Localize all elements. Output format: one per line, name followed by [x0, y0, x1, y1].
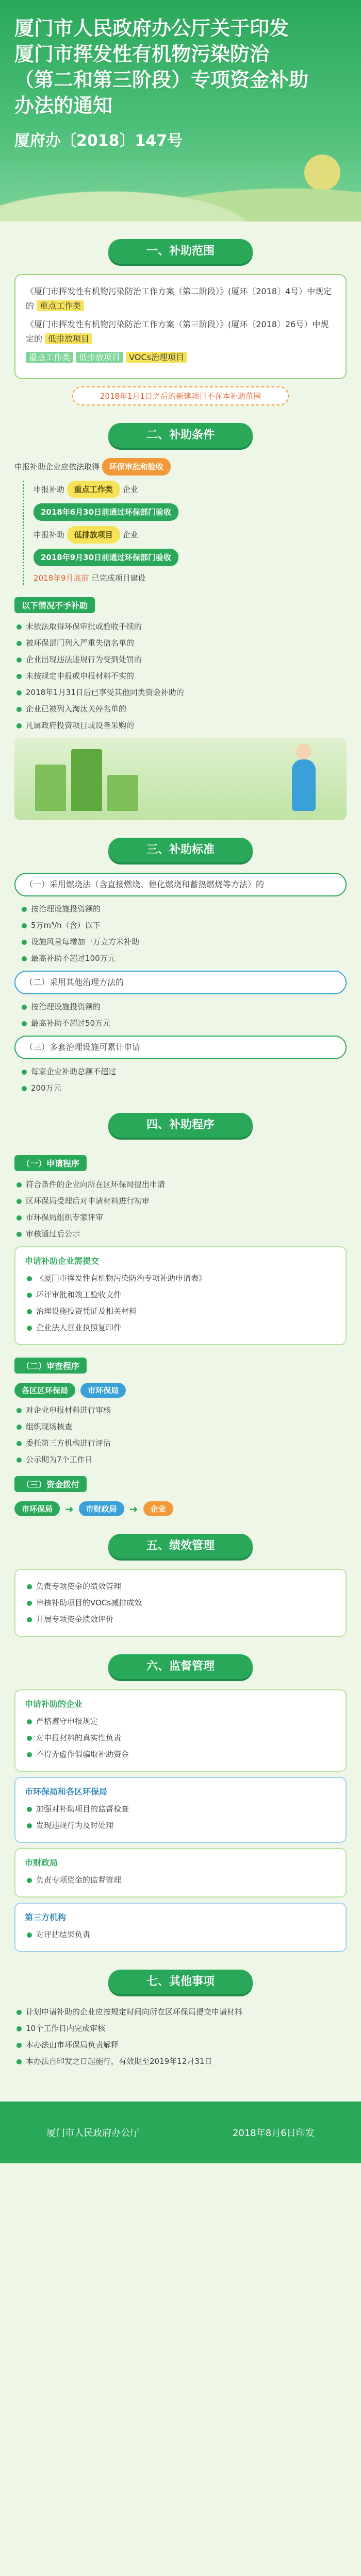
standard-sub-1-list — [20, 902, 347, 965]
standard-sub-1-item-2: 5万m³/h（含）以下 — [20, 918, 347, 933]
building-3 — [107, 775, 138, 811]
conditions-bullets-title: 以下情况不予补助 — [14, 597, 95, 613]
procedure-1-step-1: 符合条件的企业向所在区环保局提出申请 — [14, 1177, 347, 1192]
other-item-3: 本办法由市环保局负责解释 — [14, 2038, 347, 2052]
procedure-2-role-2: 市环保局 — [80, 1383, 126, 1398]
conditions-intro-text: 申报补助企业应依法取得 — [14, 462, 100, 471]
procedure-2-item-1: 对企业申报材料进行审核 — [14, 1403, 347, 1417]
scope-chip-2: 低排放项目 — [76, 352, 123, 363]
procedure-3-step-2: 市财政局 — [79, 1501, 124, 1516]
procedure-1-card-item-1: 《厦门市挥发性有机物污染防治专项补助申请表》 — [25, 1271, 336, 1285]
procedure-1-title: （一）申请程序 — [14, 1155, 87, 1171]
procedure-1-card-item-4: 企业法人营业执照复印件 — [25, 1320, 336, 1335]
standard-sub-2-item-1: 按治理设施投资额的 — [20, 999, 347, 1014]
arrow-right-icon: ➜ — [129, 1502, 138, 1515]
performance-item-2: 审核补助项目的VOCs减排成效 — [25, 1596, 336, 1610]
procedure-2-item-4: 公示期为7个工作日 — [14, 1452, 347, 1467]
other-item-2: 10个工作日内完成审核 — [14, 2021, 347, 2036]
condition-step-4-label: 2018年9月30日前通过环保部门验收 — [34, 549, 178, 566]
footer — [0, 2102, 361, 2163]
procedure-2-item-3: 委托第三方机构进行评估 — [14, 1436, 347, 1450]
section-heading-4: 四、补助程序 — [108, 1113, 253, 1138]
procedure-1-card-list — [25, 1271, 336, 1335]
supervision-card-1 — [14, 1689, 347, 1772]
condition-step-1-value: 重点工作类 — [67, 481, 120, 498]
scope-note: 2018年1月1日之后的新建项目不在本补助范围 — [72, 386, 289, 405]
title-line-2: 厦门市挥发性有机物污染防治 — [14, 43, 270, 65]
supervision-card-1-item-2: 对申报材料的真实性负责 — [25, 1731, 336, 1745]
scope-para-1-highlight: 重点工作类 — [37, 300, 84, 311]
performance-item-3: 开展专项资金绩效评价 — [25, 1612, 336, 1626]
section-heading-2: 二、补助条件 — [108, 423, 253, 448]
doc-number: 厦府办〔2018〕147号 — [14, 132, 183, 150]
condition-step-1-label: 申报补助 — [34, 485, 65, 494]
supervision-card-2-list — [25, 1802, 336, 1833]
section-heading-6: 六、监督管理 — [108, 1654, 253, 1679]
procedure-1-card-title: 申请补助企业需提交 — [25, 1256, 100, 1266]
performance-item-1: 负责专项资金的绩效管理 — [25, 1579, 336, 1594]
other-list — [14, 2005, 347, 2069]
procedure-2-list — [14, 1403, 347, 1467]
standard-sub-2: （二）采用其他治理方法的 — [14, 971, 347, 994]
procedure-1-card — [14, 1246, 347, 1345]
standard-sub-2-item-2: 最高补助不超过50万元 — [20, 1016, 347, 1030]
condition-step-3 — [34, 526, 347, 544]
person-head — [296, 744, 311, 759]
conditions-flow — [14, 458, 347, 585]
page-title — [14, 15, 347, 118]
standards-group — [14, 873, 347, 1095]
scope-para-2-text: 《厦门市挥发性有机物污染防治工作方案（第三阶段）》(厦环〔2018〕26号）中规定的 — [26, 319, 329, 344]
conditions-bullet-7: 凡属政府投资项目或设备采购的 — [14, 718, 347, 733]
building-1 — [35, 765, 66, 811]
standard-sub-2-list — [20, 999, 347, 1030]
procedure-1-card-item-2: 环评审批和竣工验收文件 — [25, 1287, 336, 1302]
supervision-card-2-title: 市环保局和各区环保局 — [25, 1787, 108, 1797]
scope-para-2-highlight: 低排放项目 — [45, 333, 92, 344]
procedure-2-title: （二）审查程序 — [14, 1358, 87, 1374]
procedure-3-step-3: 企业 — [143, 1501, 173, 1516]
condition-step-4 — [34, 549, 347, 566]
building-2 — [71, 749, 102, 811]
procedure-1-step-2: 区环保局受理后对申请材料进行初审 — [14, 1194, 347, 1208]
title-line-4: 办法的通知 — [14, 94, 113, 117]
scope-para-1-text: 《厦门市挥发性有机物污染防治工作方案（第二阶段）》(厦环〔2018〕4号）中规定的 — [26, 286, 332, 311]
section-heading-1: 一、补助范围 — [108, 239, 253, 264]
conditions-bullets — [14, 619, 347, 733]
condition-step-2 — [34, 503, 347, 521]
performance-card — [14, 1569, 347, 1637]
procedure-1-steps — [14, 1177, 347, 1241]
standard-sub-1-item-3: 设施风量每增加一万立方米补助 — [20, 935, 347, 949]
conditions-bullet-1: 未依法取得环保审批或验收手续的 — [14, 619, 347, 634]
condition-extra-1: 2018年9月底前 — [34, 573, 89, 583]
condition-step-3-suffix: 企业 — [122, 530, 138, 539]
standard-sub-1-item-4: 最高补助不超过100万元 — [20, 951, 347, 965]
conditions-bullet-4: 未按规定申报或申报材料不实的 — [14, 669, 347, 683]
procedure-3-step-1: 市环保局 — [14, 1501, 60, 1516]
standard-sub-3-list — [20, 1064, 347, 1095]
condition-step-1-suffix: 企业 — [122, 485, 138, 494]
standard-sub-3: （三）多套治理设施可累计申请 — [14, 1036, 347, 1059]
supervision-card-3-item-1: 负责专项资金的监督管理 — [25, 1873, 336, 1887]
factory-illustration — [14, 738, 347, 820]
section-heading-3: 三、补助标准 — [108, 838, 253, 862]
scope-para-1 — [26, 284, 335, 313]
procedure-1-card-item-3: 治理设施投资凭证及相关材料 — [25, 1304, 336, 1318]
header-banner — [0, 0, 361, 222]
title-line-1: 厦门市人民政府办公厅关于印发 — [14, 17, 289, 40]
spacer — [0, 2071, 361, 2081]
procedure-1-step-3: 市环保局组织专家评审 — [14, 1210, 347, 1225]
hill-decoration — [0, 160, 361, 222]
supervision-card-2 — [14, 1777, 347, 1843]
procedure-2-item-2: 组织现场核查 — [14, 1419, 347, 1434]
condition-step-2-label: 2018年6月30日前通过环保部门验收 — [34, 503, 178, 521]
procedure-2-roles — [14, 1383, 347, 1398]
procedure-3-title: （三）资金拨付 — [14, 1476, 87, 1492]
supervision-card-1-item-1: 严格遵守申报规定 — [25, 1714, 336, 1728]
condition-extra-2: 已完成项目建设 — [91, 573, 146, 583]
conditions-bullet-6: 企业已被列入淘汰关停名单的 — [14, 702, 347, 716]
condition-extra — [34, 571, 347, 585]
title-line-3: （第二和第三阶段）专项资金补助 — [14, 69, 309, 91]
scope-chip-3: VOCs治理项目 — [126, 352, 187, 363]
section-heading-5: 五、绩效管理 — [108, 1534, 253, 1558]
condition-step-3-value: 低排放项目 — [67, 526, 120, 544]
procedure-3-row — [14, 1501, 347, 1516]
other-item-4: 本办法自印发之日起施行，有效期至2019年12月31日 — [14, 2054, 347, 2069]
conditions-bullet-5: 2018年1月31日后已享受其他同类资金补助的 — [14, 685, 347, 700]
condition-step-1 — [34, 481, 347, 498]
arrow-right-icon: ➜ — [65, 1502, 74, 1515]
supervision-card-4-title: 第三方机构 — [25, 1912, 67, 1922]
standard-sub-3-item-2: 200万元 — [20, 1081, 347, 1095]
supervision-card-4 — [14, 1903, 347, 1952]
procedure-1-step-4: 审核通过后公示 — [14, 1227, 347, 1241]
footer-left: 厦门市人民政府办公厅 — [46, 2128, 140, 2139]
conditions-bullet-3: 企业出现违法违规行为受到处罚的 — [14, 652, 347, 667]
procedure-3-flow — [14, 1501, 347, 1516]
other-item-1: 计划申请补助的企业应按规定时间向所在区环保局提交申请材料 — [14, 2005, 347, 2019]
standard-sub-1: （一）采用燃烧法（含直接燃烧、催化燃烧和蓄热燃烧等方法）的 — [14, 873, 347, 896]
footer-right: 2018年8月6日印发 — [232, 2128, 315, 2139]
conditions-bullet-2: 被环保部门列入严重失信名单的 — [14, 636, 347, 650]
supervision-card-4-item-1: 对评估结果负责 — [25, 1927, 336, 1942]
supervision-card-1-title: 申请补助的企业 — [25, 1699, 83, 1709]
procedure-2-role-row — [14, 1383, 347, 1398]
performance-list — [25, 1579, 336, 1626]
scope-para-2 — [26, 317, 335, 346]
scope-chips — [26, 350, 335, 365]
supervision-card-3-list — [25, 1873, 336, 1887]
supervision-card-4-list — [25, 1927, 336, 1942]
person-figure — [292, 759, 316, 811]
supervision-card-1-list — [25, 1714, 336, 1761]
conditions-intro-tag: 环保审批和验收 — [102, 458, 171, 476]
condition-step-3-label: 申报补助 — [34, 530, 65, 539]
supervision-card-1-item-3: 不得弄虚作假骗取补助资金 — [25, 1747, 336, 1761]
standard-sub-3-item-1: 每家企业补助总额不超过 — [20, 1064, 347, 1079]
section-heading-7: 七、其他事项 — [108, 1970, 253, 1994]
supervision-card-2-item-2: 发现违规行为及时处理 — [25, 1818, 336, 1833]
procedure-2-role-1: 各区区环保局 — [14, 1383, 75, 1398]
scope-box — [14, 274, 347, 379]
supervision-card-2-item-1: 加强对补助项目的监督检查 — [25, 1802, 336, 1816]
scope-chip-1: 重点工作类 — [26, 352, 73, 363]
supervision-card-3 — [14, 1848, 347, 1897]
supervision-card-3-title: 市财政局 — [25, 1858, 58, 1868]
conditions-steps — [23, 481, 347, 585]
conditions-intro — [14, 458, 347, 476]
standard-sub-1-item-1: 按治理设施投资额的 — [20, 902, 347, 916]
